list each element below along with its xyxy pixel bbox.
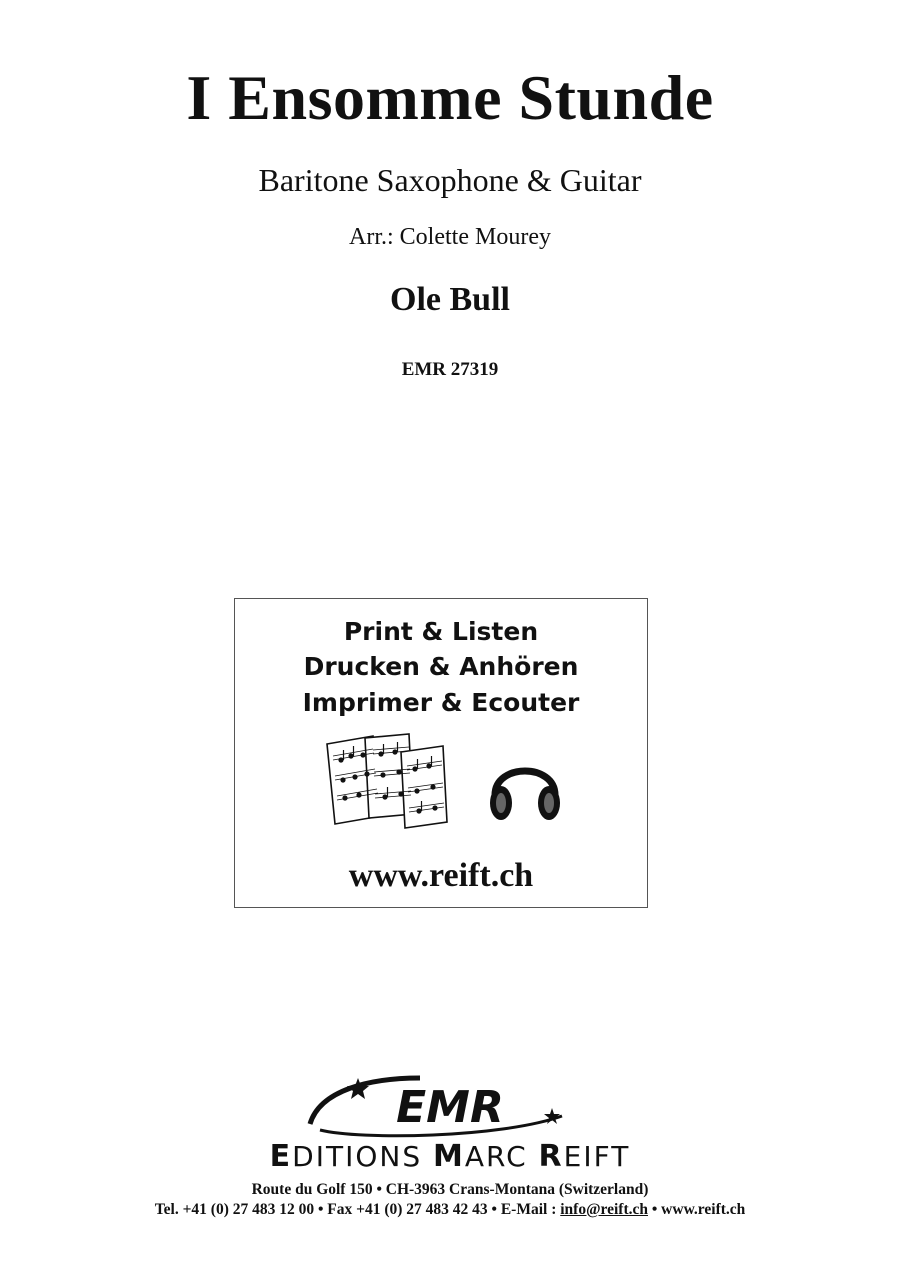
contact-phone-fax: Tel. +41 (0) 27 483 12 00 • Fax +41 (0) 27 483 42 43 • E-Mail :: [154, 1201, 561, 1218]
emr-logo: [300, 1072, 580, 1142]
page-title: I Ensomme Stunde: [186, 62, 714, 133]
email-link[interactable]: info@reift.ch: [560, 1201, 648, 1218]
promo-line-french: Imprimer & Ecouter: [302, 688, 580, 717]
publisher-name: EDITIONS MARC REIFT: [269, 1139, 631, 1174]
headphones-icon: [485, 749, 565, 829]
sheet-music-icon: [325, 732, 455, 832]
arranger: Arr.: Colette Mourey: [349, 224, 551, 250]
emr-logo-text: EMR: [396, 1082, 504, 1133]
instrumentation: Baritone Saxophone & Guitar: [258, 162, 642, 198]
publisher-contact: [0, 1200, 900, 1220]
promo-line-german: Drucken & Anhören: [303, 652, 579, 681]
contact-website: • www.reift.ch: [648, 1201, 746, 1218]
promo-line-english: Print & Listen: [343, 617, 539, 646]
publisher-address: Route du Golf 150 • CH-3963 Crans-Montana (Switzerland): [251, 1181, 649, 1198]
promo-website-link[interactable]: www.reift.ch: [348, 857, 534, 894]
composer: Ole Bull: [390, 281, 510, 318]
print-listen-box: [234, 598, 648, 908]
catalog-number: EMR 27319: [401, 359, 499, 380]
